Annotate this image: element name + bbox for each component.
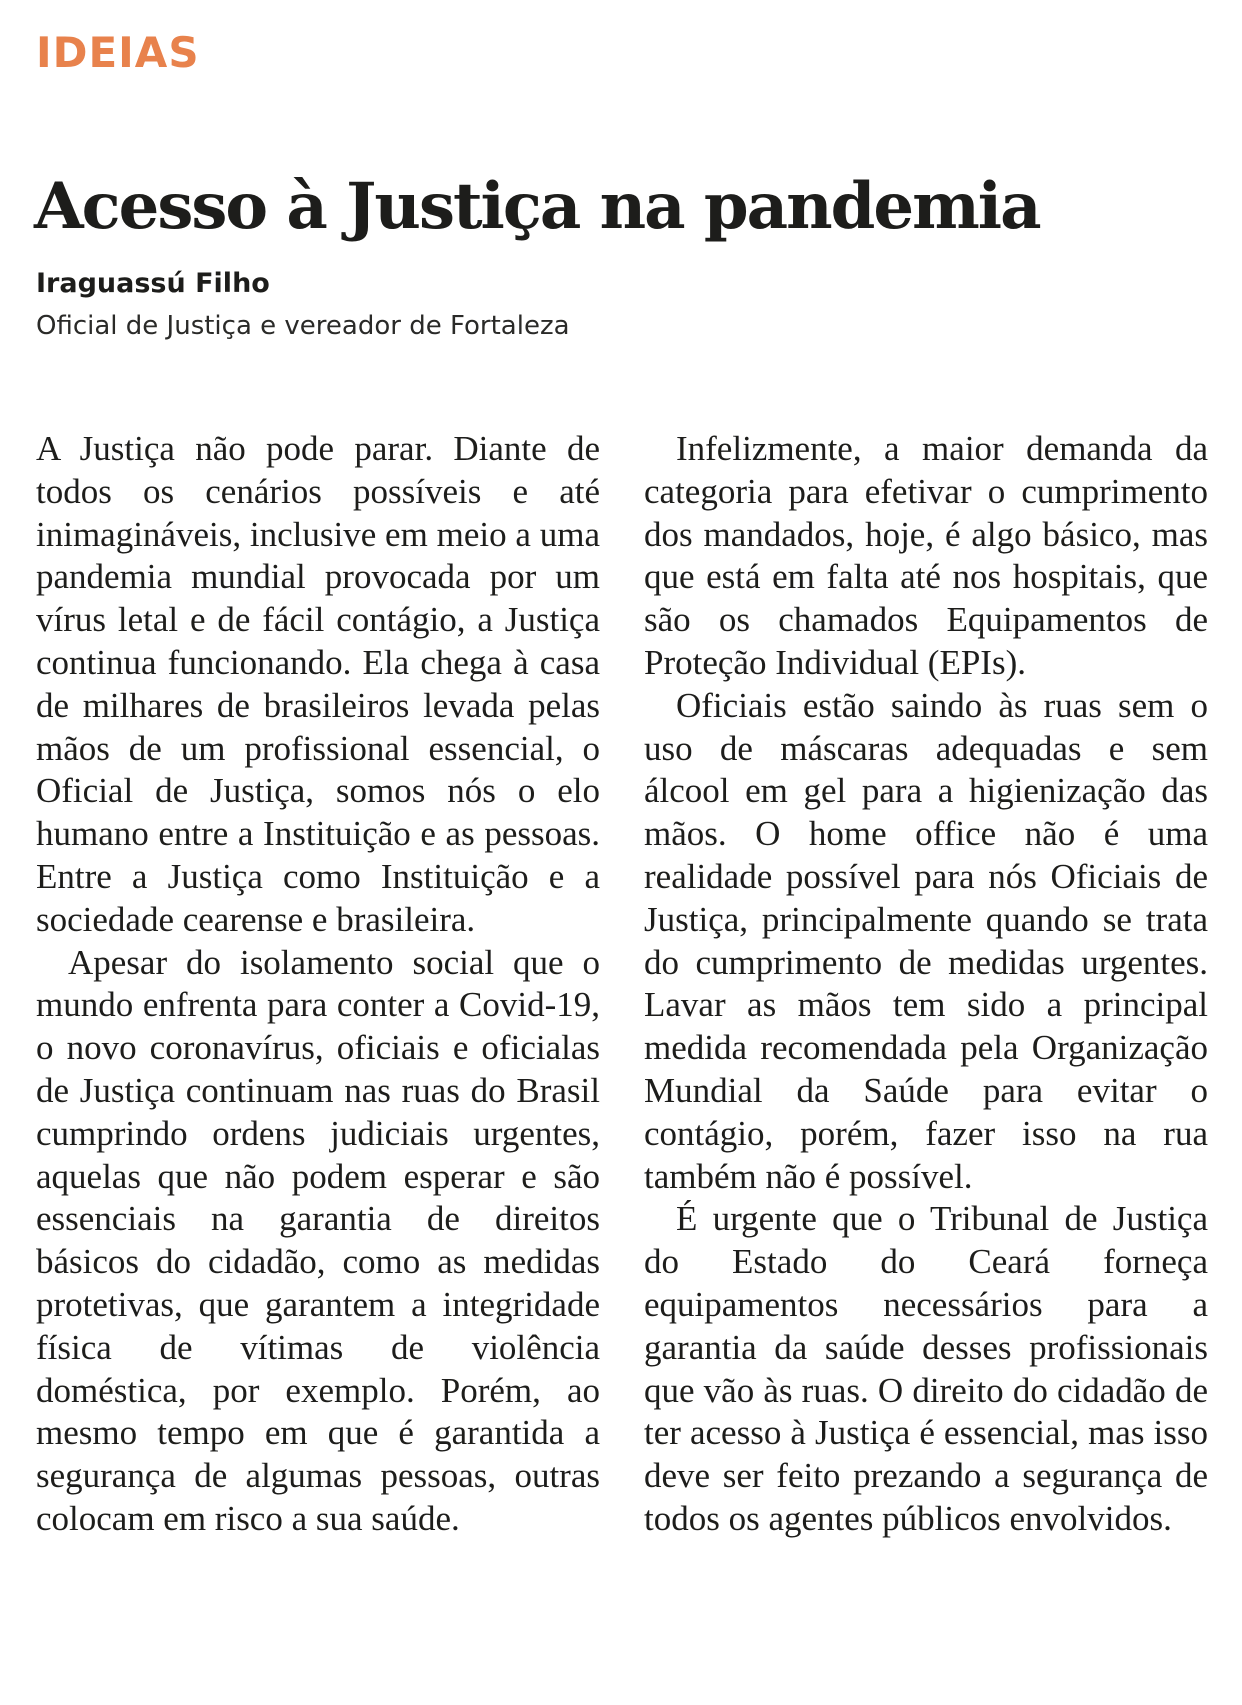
- article-paragraph: Oficiais estão saindo às ruas sem o uso de máscaras adequadas e sem álcool em gel para a higienização das mãos. O home office não é uma realidade possível para nós Oficiais de Justiça, principalmente quando se trata do cumprimento de medidas urgentes. Lavar as mãos tem sido a principal medida recomendada pela Organização Mundial da Saúde para evitar o contágio, porém, fazer isso na rua também não é possível.: [644, 685, 1208, 1196]
- article-column-left: [36, 428, 600, 1541]
- section-label: IDEIAS: [36, 28, 200, 77]
- author-role: Oficial de Justiça e vereador de Fortaleza: [36, 311, 570, 341]
- article-paragraph: É urgente que o Tribunal de Justiça do Estado do Ceará forneça equipamentos necessários para a garantia da saúde desses profissionais que vão às ruas. O direito do cidadão de ter acesso à Justiça é essencial, mas isso deve ser feito prezando a segurança de todos os agentes públicos envolvidos.: [644, 1199, 1208, 1538]
- article-paragraph: Apesar do isolamento social que o mundo enfrenta para conter a Covid-19, o novo coronavírus, oficiais e oficialas de Justiça continuam nas ruas do Brasil cumprindo ordens judiciais urgentes, aquelas que não podem esperar e são essenciais na garantia de direitos básicos do cidadão, como as medidas protetivas, que garantem a integridade física de vítimas de violência doméstica, por exemplo. Porém, ao mesmo tempo em que é garantida a segurança de algumas pessoas, outras colocam em risco a sua saúde.: [36, 942, 600, 1538]
- article-headline: Acesso à Justiça na pandemia: [34, 169, 1040, 244]
- article-column-right: [644, 428, 1208, 1541]
- article-paragraph: A Justiça não pode parar. Diante de todos os cenários possíveis e até inimagináveis, inclusive em meio a uma pandemia mundial provocada por um vírus letal e de fácil contágio, a Justiça continua funcionando. Ela chega à casa de milhares de brasileiros levada pelas mãos de um profissional essencial, o Oficial de Justiça, somos nós o elo humano entre a Instituição e as pessoas. Entre a Justiça como Instituição e a sociedade cearense e brasileira.: [36, 429, 600, 939]
- author-name: Iraguassú Filho: [36, 268, 270, 299]
- article-body: [36, 428, 1208, 1541]
- article-paragraph: Infelizmente, a maior demanda da categoria para efetivar o cumprimento dos mandados, hoje, é algo básico, mas que está em falta até nos hospitais, que são os chamados Equipamentos de Proteção Individual (EPIs).: [644, 429, 1208, 682]
